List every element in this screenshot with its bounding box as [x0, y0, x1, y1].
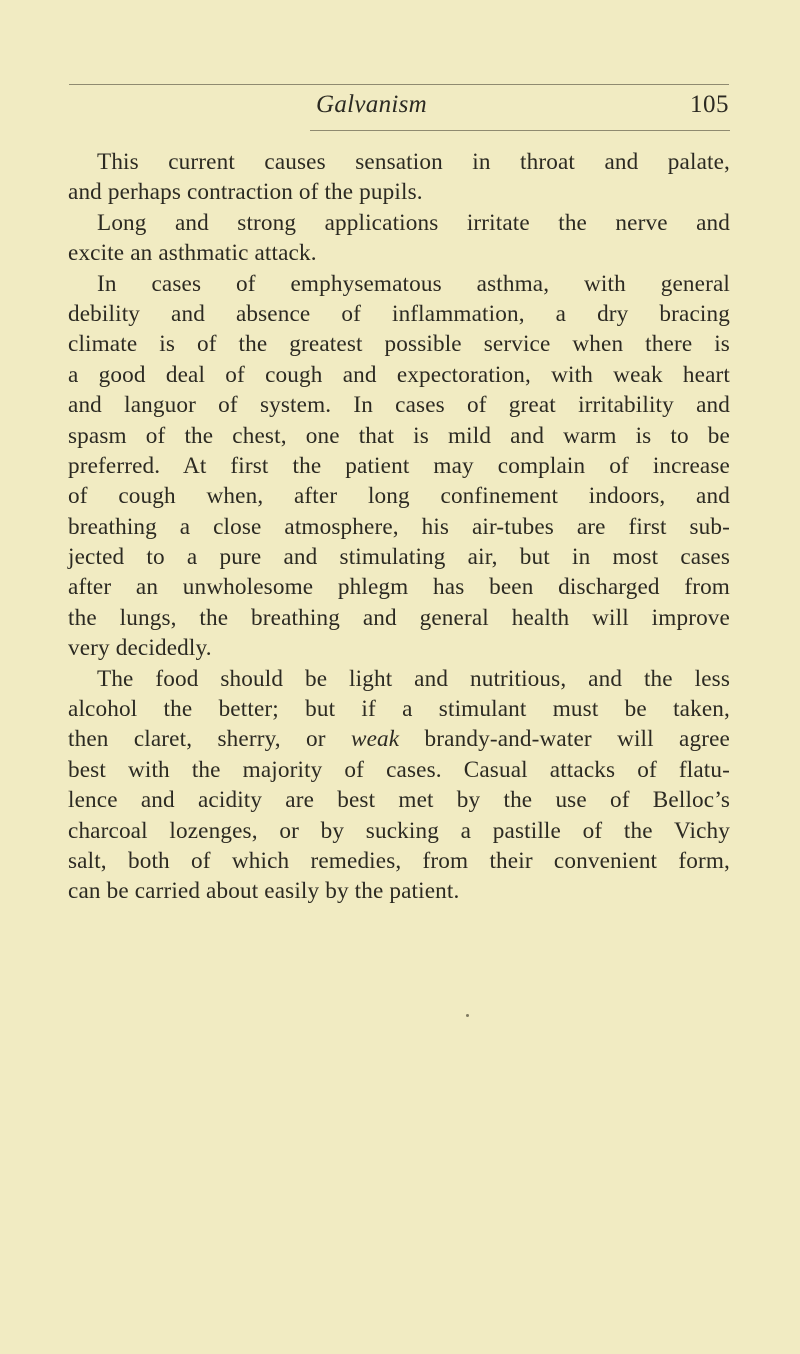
line-segment: then claret, sherry, or [68, 726, 351, 753]
page-number: 105 [690, 91, 729, 118]
text-line: lence and acidity are best met by the use of Belloc’s [68, 787, 730, 814]
text-line: after an unwholesome phlegm has been discharged from [68, 574, 730, 601]
text-line: debility and absence of inflammation, a dry bracing [68, 300, 730, 327]
text-line: breathing a close atmosphere, his air-tubes are first sub- [68, 513, 730, 540]
text-line: best with the majority of cases. Casual attacks of flatu- [68, 756, 730, 783]
header-rule-top [69, 84, 729, 85]
text-line [68, 724, 730, 754]
text-line: climate is of the greatest possible service when there is [68, 331, 730, 358]
text-line: In cases of emphysematous asthma, with general [97, 270, 730, 297]
text-line: and perhaps contraction of the pupils. [68, 179, 423, 206]
text-line: alcohol the better; but if a stimulant must be taken, [68, 696, 730, 723]
header-rule-bottom [310, 130, 730, 131]
text-line: charcoal lozenges, or by sucking a pastille of the Vichy [68, 817, 730, 844]
running-title: Galvanism [316, 91, 428, 118]
text-line: jected to a pure and stimulating air, but in most cases [68, 544, 730, 571]
text-line: and languor of system. In cases of great irritability and [68, 392, 730, 419]
text-line: of cough when, after long confinement indoors, and [68, 483, 730, 510]
text-line: Long and strong applications irritate the nerve and [97, 209, 730, 236]
line-segment: brandy-and-water will agree [399, 726, 730, 753]
text-line: The food should be light and nutritious, and the less [97, 665, 730, 692]
text-line: a good deal of cough and expectoration, with weak heart [68, 361, 730, 388]
text-line: the lungs, the breathing and general health will improve [68, 604, 730, 631]
text-line: salt, both of which remedies, from their convenient form, [68, 847, 730, 874]
body-text [68, 147, 730, 907]
text-line: excite an asthmatic attack. [68, 240, 317, 267]
italic-word: weak [351, 726, 400, 753]
text-line: can be carried about easily by the patient. [68, 878, 460, 905]
text-line: This current causes sensation in throat and palate, [97, 149, 730, 175]
text-line: preferred. At first the patient may complain of increase [68, 452, 730, 479]
paper-speck [466, 1014, 469, 1017]
text-line: spasm of the chest, one that is mild and warm is to be [68, 422, 730, 449]
text-line: very decidedly. [68, 635, 212, 662]
